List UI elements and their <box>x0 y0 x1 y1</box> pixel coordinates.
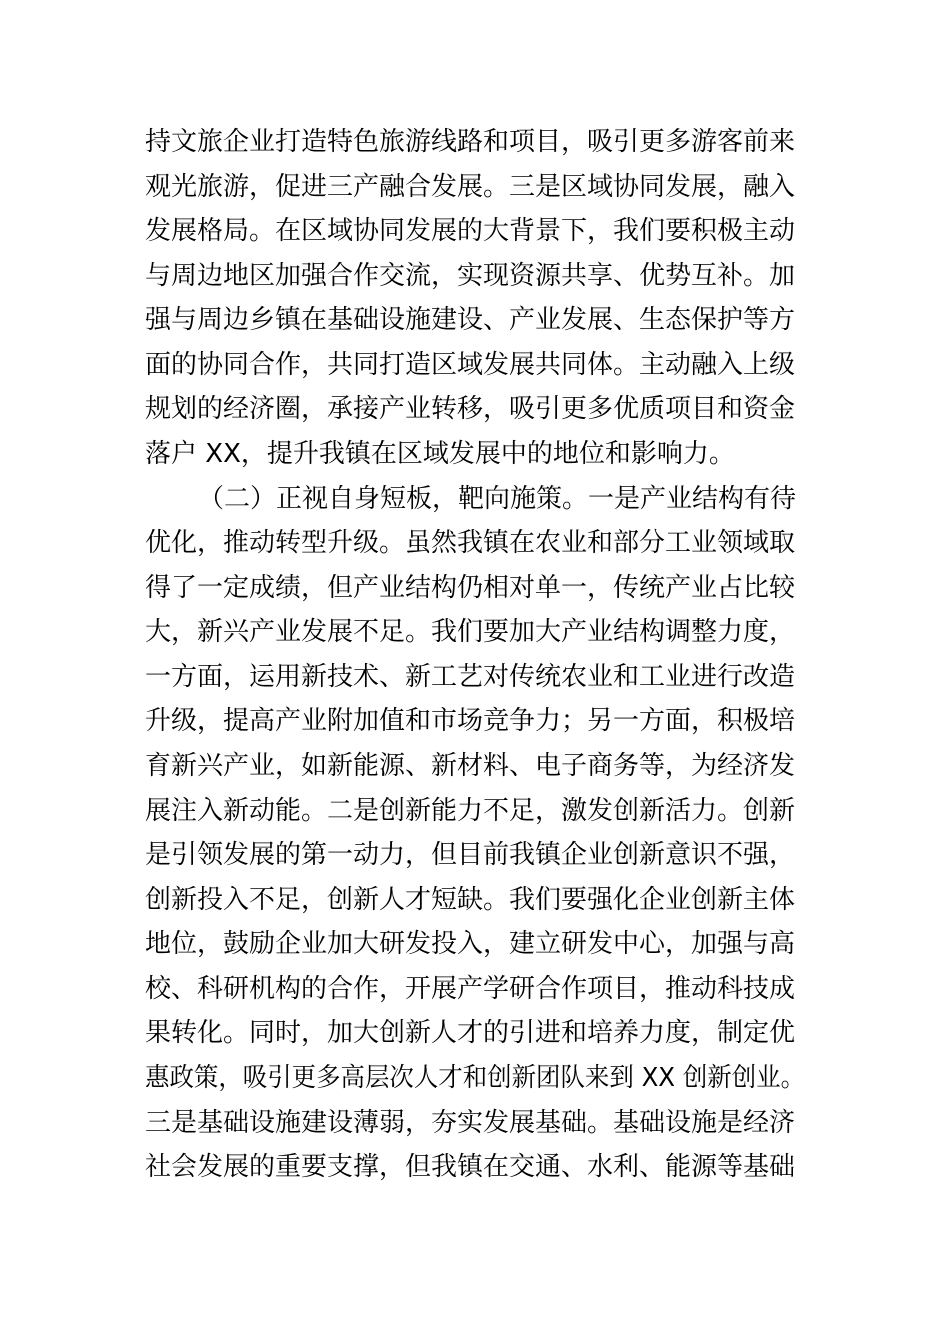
text-line: 三是基础设施建设薄弱，夯实发展基础。基础设施是经济 <box>145 1108 796 1138</box>
text-line: 面的协同合作，共同打造区域发展共同体。主动融入上级 <box>145 350 796 380</box>
text-line: 得了一定成绩，但产业结构仍相对单一，传统产业占比较 <box>145 573 796 603</box>
section-heading-line: （二）正视自身短板，靶向施策。一是产业结构有待 <box>198 484 797 514</box>
text-line: 一方面，运用新技术、新工艺对传统农业和工业进行改造 <box>145 662 796 692</box>
text-line: 强与周边乡镇在基础设施建设、产业发展、生态保护等方 <box>145 305 796 335</box>
text-line: 惠政策，吸引更多高层次人才和创新团队来到 XX 创新创业。 <box>145 1063 806 1093</box>
text-line: 与周边地区加强合作交流，实现资源共享、优势互补。加 <box>145 261 796 291</box>
text-line: 发展格局。在区域协同发展的大背景下，我们要积极主动 <box>145 216 796 246</box>
text-line: 地位，鼓励企业加大研发投入，建立研发中心，加强与高 <box>145 929 796 959</box>
text-line: 落户 XX，提升我镇在区域发展中的地位和影响力。 <box>145 439 735 469</box>
text-line: 创新投入不足，创新人才短缺。我们要强化企业创新主体 <box>145 885 796 915</box>
text-line: 社会发展的重要支撑，但我镇在交通、水利、能源等基础 <box>145 1152 796 1182</box>
text-line: 校、科研机构的合作，开展产学研合作项目，推动科技成 <box>145 974 796 1004</box>
text-line: 升级，提高产业附加值和市场竞争力；另一方面，积极培 <box>145 706 796 736</box>
text-line: 大，新兴产业发展不足。我们要加大产业结构调整力度， <box>145 617 796 647</box>
text-line: 是引领发展的第一动力，但目前我镇企业创新意识不强， <box>145 840 796 870</box>
text-line: 规划的经济圈，承接产业转移，吸引更多优质项目和资金 <box>145 394 796 424</box>
text-line: 观光旅游，促进三产融合发展。三是区域协同发展，融入 <box>145 172 796 202</box>
text-line: 果转化。同时，加大创新人才的引进和培养力度，制定优 <box>145 1018 796 1048</box>
text-line: 持文旅企业打造特色旅游线路和项目，吸引更多游客前来 <box>145 127 796 157</box>
text-line: 展注入新动能。二是创新能力不足，激发创新活力。创新 <box>145 796 796 826</box>
text-line: 育新兴产业，如新能源、新材料、电子商务等，为经济发 <box>145 751 796 781</box>
text-line: 优化，推动转型升级。虽然我镇在农业和部分工业领域取 <box>145 528 796 558</box>
